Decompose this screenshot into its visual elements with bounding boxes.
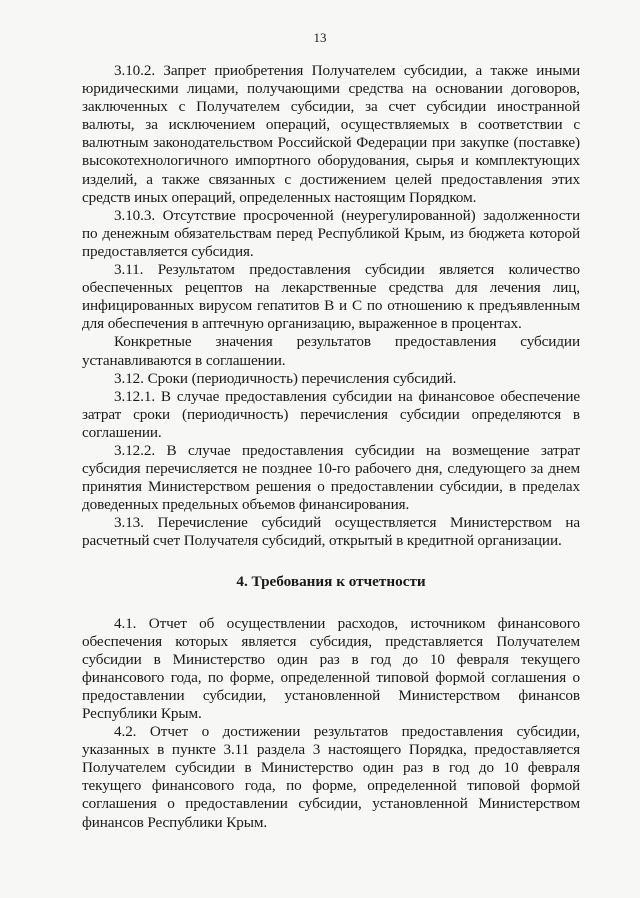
section-heading: 4. Требования к отчетности	[236, 572, 426, 590]
paragraph-4-2: 4.2. Отчет о достижении результатов предоставления субсидии, указанных в пункте 3.11 раздела 3 настоящего Порядка, предоставляется Получателем субсидии в Министерство один раз в год до 10 февраля текущего финансового года, по форме, определенной типовой формой соглашения о предоставлении субсидии, установленной Министерством финансов Республики Крым.	[82, 723, 580, 831]
paragraph-3-11: 3.11. Результатом предоставления субсидии является количество обеспеченных рецептов на лекарственные средства для лечения лиц, инфицированных вирусом гепатитов В и С по отношению к предъявленным для обеспечения в аптечную организацию, выраженное в процентах.	[82, 261, 580, 333]
paragraph-3-10-2: 3.10.2. Запрет приобретения Получателем субсидии, а также иными юридическими лицами, получающими средства на основании договоров, заключенных с Получателем субсидии, за счет субсидии иностранной валюты, за исключением операций, осуществляемых в соответствии с валютным законодательством Российской Федерации при закупке (поставке) высокотехнологичного импортного оборудования, сырья и комплектующих изделий, а также связанных с достижением целей предоставления этих средств иных операций, определенных настоящим Порядком.	[82, 62, 580, 206]
paragraph-3-10-3: 3.10.3. Отсутствие просроченной (неурегулированной) задолженности по денежным обязательствам перед Республикой Крым, из бюджета которой предоставляется субсидия.	[82, 206, 580, 260]
paragraph-3-12-2: 3.12.2. В случае предоставления субсидии на возмещение затрат субсидия перечисляется не позднее 10-го рабочего дня, следующего за днем принятия Министерством решения о предоставлении субсидии, в пределах доведенных предельных объемов финансирования.	[82, 441, 580, 514]
paragraph-4-1: 4.1. Отчет об осуществлении расходов, источником финансового обеспечения которых является субсидия, представляется Получателем субсидии в Министерство один раз в год до 10 февраля текущего финансового года, по форме, определенной типовой формой соглашения о предоставлении субсидии, установленной Министерством финансов Республики Крым.	[82, 614, 580, 722]
paragraph-3-13: 3.13. Перечисление субсидий осуществляется Министерством на расчетный счет Получателя субсидий, открытый в кредитной организации.	[82, 514, 580, 550]
paragraph-3-12: 3.12. Сроки (периодичность) перечисления субсидий.	[114, 369, 457, 387]
page-number: 13	[313, 30, 327, 45]
paragraph-result-values: Конкретные значения результатов предоставления субсидии устанавливаются в соглашении.	[82, 333, 580, 369]
paragraph-3-12-1: 3.12.1. В случае предоставления субсидии на финансовое обеспечение затрат сроки (периодичность) перечисления субсидии определяются в соглашении.	[82, 387, 580, 441]
document-body	[82, 62, 580, 832]
